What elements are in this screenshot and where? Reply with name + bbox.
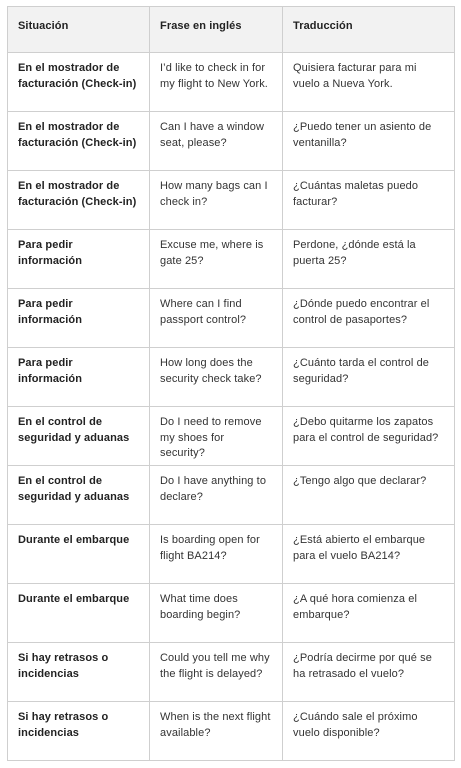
cell-english-phrase: Is boarding open for flight BA214? (150, 525, 283, 584)
cell-situation: Durante el embarque (8, 525, 150, 584)
phrase-table-container (7, 6, 454, 761)
cell-situation: Si hay retrasos o incidencias (8, 702, 150, 761)
cell-translation: ¿Podría decirme por qué se ha retrasado el vuelo? (283, 643, 455, 702)
cell-english-phrase: Where can I find passport control? (150, 289, 283, 348)
cell-english-phrase: Excuse me, where is gate 25? (150, 230, 283, 289)
cell-situation: En el mostrador de facturación (Check-in) (8, 112, 150, 171)
cell-translation: ¿Dónde puedo encontrar el control de pasaportes? (283, 289, 455, 348)
cell-situation: En el control de seguridad y aduanas (8, 407, 150, 466)
table-row (8, 702, 455, 761)
cell-translation: ¿Está abierto el embarque para el vuelo BA214? (283, 525, 455, 584)
table-row (8, 230, 455, 289)
cell-situation: Para pedir información (8, 348, 150, 407)
airport-phrases-table (7, 6, 455, 761)
table-row (8, 466, 455, 525)
header-english-phrase: Frase en inglés (150, 7, 283, 53)
cell-english-phrase: I’d like to check in for my flight to New York. (150, 53, 283, 112)
cell-situation: En el control de seguridad y aduanas (8, 466, 150, 525)
table-row (8, 584, 455, 643)
table-row (8, 643, 455, 702)
table-header-row (8, 7, 455, 53)
cell-english-phrase: What time does boarding begin? (150, 584, 283, 643)
table-row (8, 348, 455, 407)
cell-english-phrase: Do I need to remove my shoes for security? (150, 407, 283, 466)
cell-translation: Quisiera facturar para mi vuelo a Nueva York. (283, 53, 455, 112)
table-row (8, 53, 455, 112)
table-row (8, 171, 455, 230)
cell-situation: Para pedir información (8, 230, 150, 289)
table-row (8, 112, 455, 171)
cell-situation: En el mostrador de facturación (Check-in) (8, 171, 150, 230)
cell-english-phrase: How long does the security check take? (150, 348, 283, 407)
cell-translation: ¿Cuánto tarda el control de seguridad? (283, 348, 455, 407)
cell-translation: Perdone, ¿dónde está la puerta 25? (283, 230, 455, 289)
table-row (8, 525, 455, 584)
cell-translation: ¿Puedo tener un asiento de ventanilla? (283, 112, 455, 171)
cell-translation: ¿Debo quitarme los zapatos para el control de seguridad? (283, 407, 455, 466)
cell-situation: En el mostrador de facturación (Check-in) (8, 53, 150, 112)
cell-english-phrase: When is the next flight available? (150, 702, 283, 761)
header-situation: Situación (8, 7, 150, 53)
cell-english-phrase: Do I have anything to declare? (150, 466, 283, 525)
cell-english-phrase: Can I have a window seat, please? (150, 112, 283, 171)
header-translation: Traducción (283, 7, 455, 53)
cell-situation: Durante el embarque (8, 584, 150, 643)
cell-situation: Para pedir información (8, 289, 150, 348)
cell-situation: Si hay retrasos o incidencias (8, 643, 150, 702)
cell-english-phrase: How many bags can I check in? (150, 171, 283, 230)
table-row (8, 407, 455, 466)
cell-english-phrase: Could you tell me why the flight is delayed? (150, 643, 283, 702)
cell-translation: ¿Cuándo sale el próximo vuelo disponible? (283, 702, 455, 761)
cell-translation: ¿Cuántas maletas puedo facturar? (283, 171, 455, 230)
cell-translation: ¿A qué hora comienza el embarque? (283, 584, 455, 643)
table-row (8, 289, 455, 348)
cell-translation: ¿Tengo algo que declarar? (283, 466, 455, 525)
